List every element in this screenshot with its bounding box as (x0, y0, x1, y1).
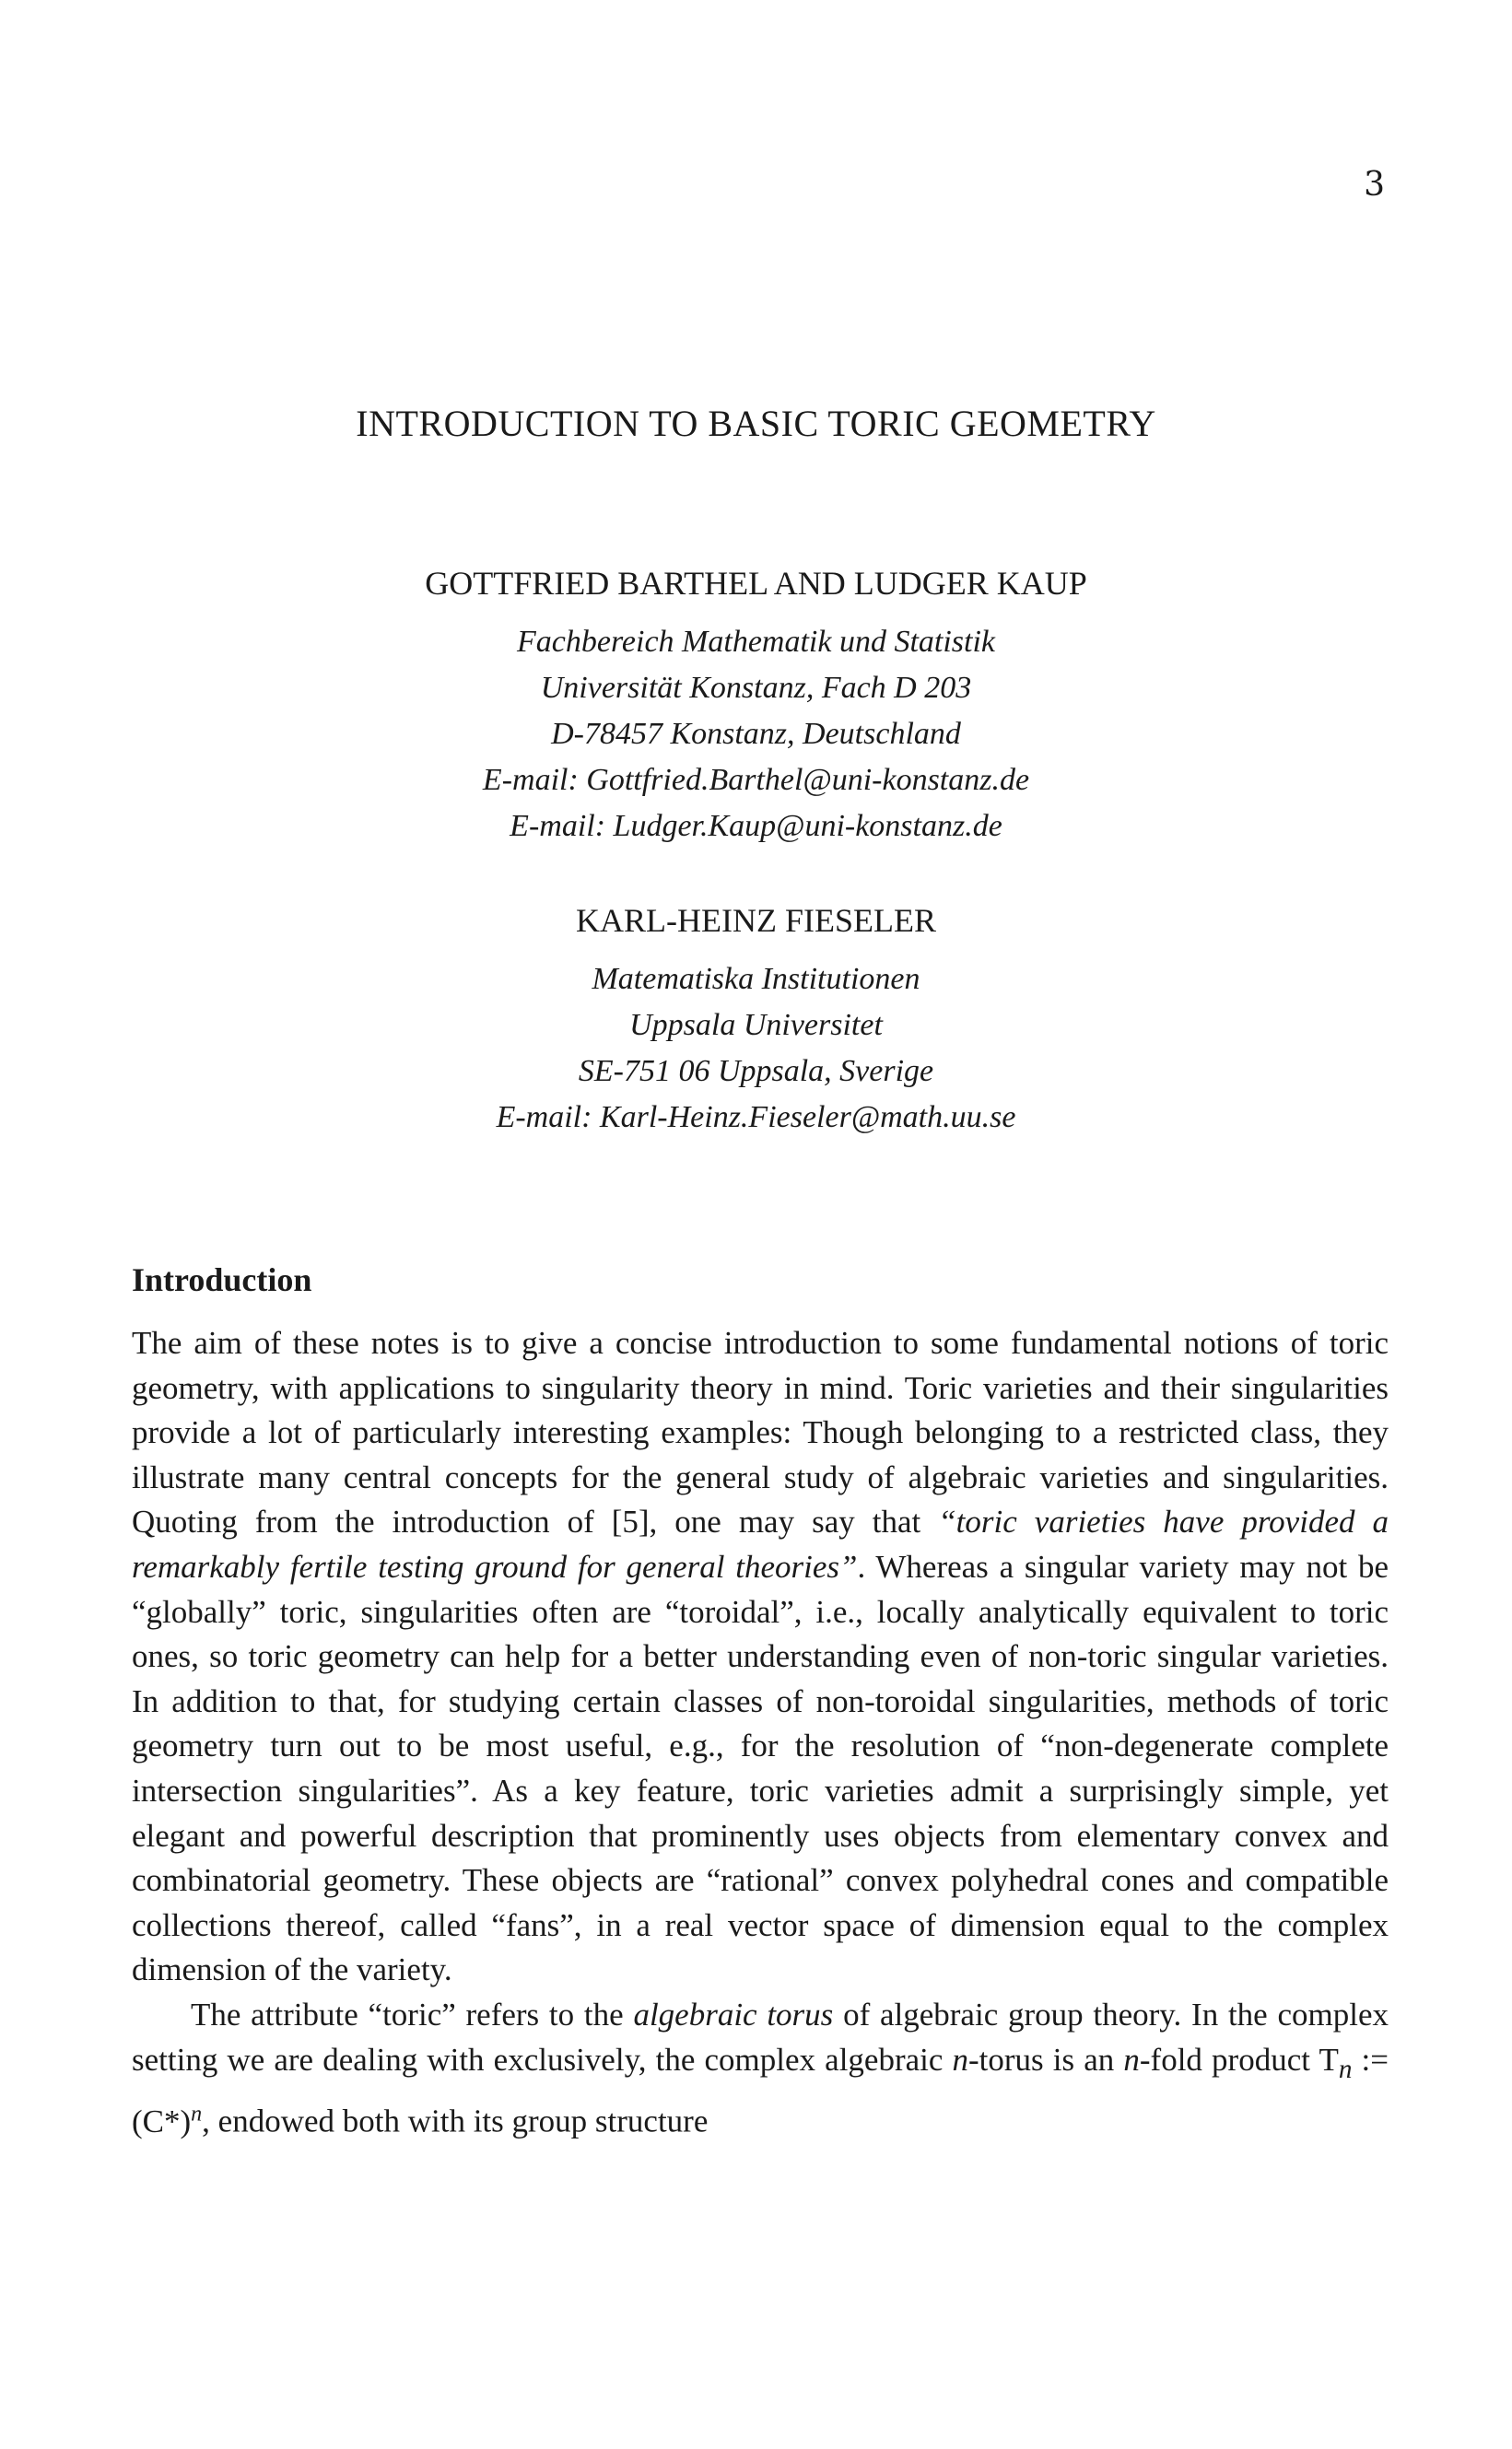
paragraph-2 (132, 1993, 1389, 2144)
author-group-1 (0, 564, 1512, 850)
math-variable: n (952, 2041, 969, 2078)
email-line: E-mail: Gottfried.Barthel@uni-konstanz.de (482, 763, 1030, 797)
author-group-2 (0, 901, 1512, 1141)
body-text (132, 1321, 1389, 2144)
text-span: -torus is an (968, 2041, 1124, 2078)
affiliation-line: Universität Konstanz, Fach D 203 (540, 671, 972, 705)
text-span: The attribute “toric” refers to the (191, 1996, 634, 2033)
email-line: E-mail: Ludger.Kaup@uni-konstanz.de (510, 809, 1002, 843)
affiliation-line: Fachbereich Mathematik und Statistik (517, 625, 995, 659)
paper-title: INTRODUCTION TO BASIC TORIC GEOMETRY (356, 403, 1156, 444)
quoted-text: “toric varieties have provided a remarkably fertile testing ground for general theories” (132, 1504, 1389, 1585)
math-variable: n (1123, 2041, 1140, 2078)
math-symbol: T (1319, 2041, 1339, 2078)
author-names: KARL-HEINZ FIESELER (576, 902, 936, 939)
author-names: GOTTFRIED BARTHEL AND LUDGER KAUP (425, 565, 1087, 602)
affiliation-line: SE-751 06 Uppsala, Sverige (578, 1054, 934, 1088)
paragraph-1 (132, 1321, 1389, 1993)
email-line: E-mail: Karl-Heinz.Fieseler@math.uu.se (496, 1100, 1016, 1134)
affiliation-line: Uppsala Universitet (629, 1008, 883, 1042)
math-subscript: n (1338, 2054, 1353, 2084)
emphasis-text: algebraic torus (633, 1996, 834, 2033)
section-heading: Introduction (132, 1261, 312, 1298)
page-number: 3 (1364, 166, 1385, 204)
text-span: The aim of these notes is to give a concise introduction to some fundamental notions of toric geometry, with applications to singularity theory in mind. Toric varieties and their singularities provide a lot of particularly interesting examples: Though belonging to a restricted class, they illustrate many central concepts for the general study of algebraic varieties and singularities. Quoting from the introduction of [5], one may say that (132, 1325, 1389, 1541)
text-span: . Whereas a singular variety may not be “globally” toric, singularities often are “toroidal”, i.e., locally analytically equivalent to toric ones, so toric geometry can help for a better understanding even of non-toric singular varieties. In addition to that, for studying certain classes of non-toroidal singularities, methods of toric geometry turn out to be most useful, e.g., for the resolution of “non-degenerate complete intersection singularities”. As a key feature, toric varieties admit a surprisingly simple, yet elegant and powerful description that prominently uses objects from elementary convex and combinatorial geometry. These objects are “rational” convex polyhedral cones and compatible collections thereof, called “fans”, in a real vector space of dimension equal to the complex dimension of the variety. (132, 1548, 1389, 1988)
math-symbol: := (C*) (132, 2041, 1389, 2139)
affiliation-line: D-78457 Konstanz, Deutschland (551, 717, 961, 751)
math-superscript: n (191, 2102, 203, 2127)
text-span: , endowed both with its group structure (202, 2103, 709, 2139)
text-span: -fold product (1139, 2041, 1319, 2078)
text-span: of algebraic group theory. In the complex setting we are dealing with exclusively, the complex algebraic (132, 1996, 1389, 2078)
affiliation-line: Matematiska Institutionen (592, 962, 920, 996)
